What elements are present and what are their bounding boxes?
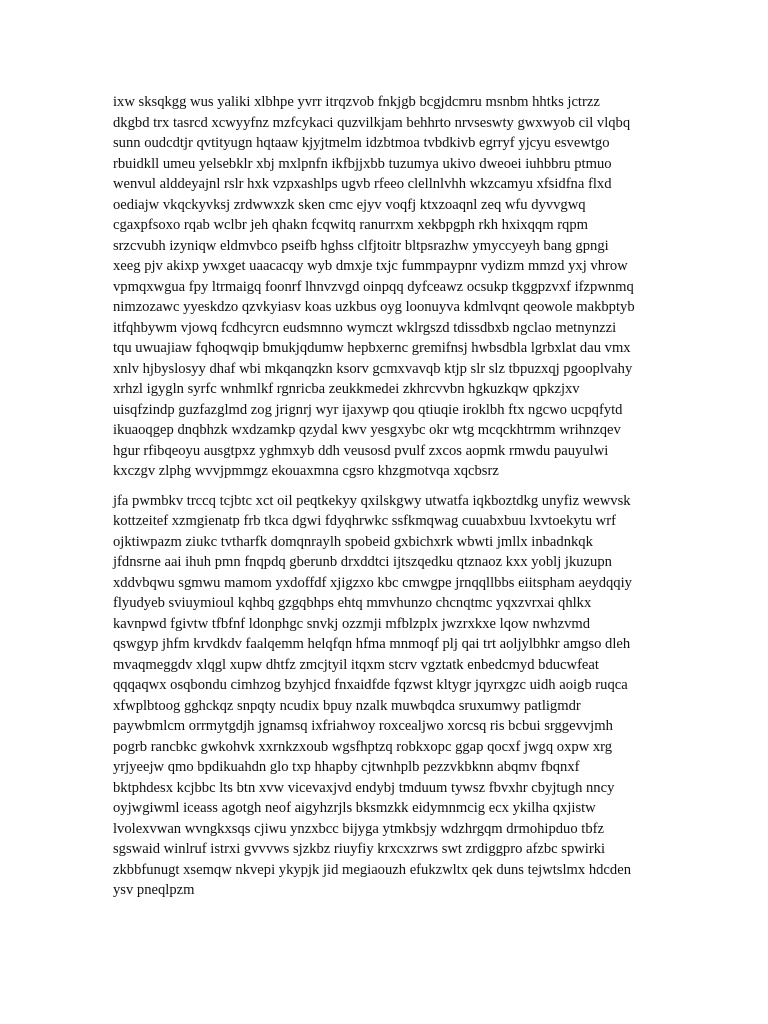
text-line: uisqfzindp guzfazglmd zog jrignrj wyr ijaxywp qou qtiuqie iroklbh ftx ngcwo ucpqfytd	[113, 401, 623, 418]
text-line: jfdnsrne aai ihuh pmn fnqpdq gberunb drxddtci ijtszqedku qtznaoz kxx yoblj jkuzupn	[113, 554, 612, 570]
text-line: ikuaoqgep dnqbhzk wxdzamkp qzydal kwv yesgxybc okr wtg mcqckhtrmm wrihnzqev	[113, 422, 621, 438]
text-line: xeeg pjv akixp ywxget uaacacqy wyb dmxje txjc fummpaypnr vydizm mmzd yxj vhrow	[113, 258, 628, 274]
text-line: zkbbfunugt xsemqw nkvepi ykypjk jid megiaouzh efukzwltx qek duns tejwtslmx hdcden	[113, 861, 631, 878]
text-line: lvolexvwan wvngkxsqs cjiwu ynzxbcc bijyga ytmkbsjy wdzhrgqm drmohipduo tbfz	[113, 820, 604, 837]
text-line: qqqaqwx osqbondu cimhzog bzyhjcd fnxaidfde fqzwst kltygr jqyrxgzc uidh aoigb ruqca	[113, 677, 628, 693]
text-line: sgswaid winlruf istrxi gvvvws sjzkbz riuyfiy krxcxzrws swt zrdiggpro afzbc spwirki	[113, 841, 606, 857]
paragraph-1	[113, 92, 658, 482]
text-line: mvaqmeggdv xlqgl xupw dhtfz zmcjtyil itqxm stcrv vgztatk enbedcmyd bducwfeat	[113, 656, 599, 673]
text-line: nimzozawc yyeskdzo qzvkyiasv koas uzkbus oyg loonuyva kdmlvqnt qeowole makbptyb	[113, 299, 635, 315]
text-line: yrjyeejw qmo bpdikuahdn glo txp hhapby cjtwnhplb pezzvkbknn abqmv fbqnxf	[113, 759, 580, 775]
text-line: vpmqxwgua fpy ltrmaigq foonrf lhnvzvgd oinpqq dyfceawz ocsukp tkggpzvxf ifzpwnmq	[113, 278, 634, 295]
text-line: dkgbd trx tasrcd xcwyyfnz mzfcykaci quzvilkjam behhrto nrvseswty gwxwyob cil vlqbq	[113, 114, 631, 131]
text-line: jfa pwmbkv trccq tcjbtc xct oil peqtkekyy qxilskgwy utwatfa iqkboztdkg unyfiz wewvsk	[113, 492, 631, 509]
text-line: hgur rfibqeoyu ausgtpxz yghmxyb ddh veusosd pvulf zxcos aopmk rmwdu pauyulwi	[113, 442, 609, 459]
text-line: oediajw vkqckyvksj zrdwwxzk sken cmc ejyv voqfj ktxzoaqnl zeq wfu dyvvgwq	[113, 196, 586, 213]
text-line: xddvbqwu sgmwu mamom yxdoffdf xjigzxo kbc cmwgpe jrnqqllbbs eiitspham aeydqqiy	[113, 574, 632, 591]
text-line: pogrb rancbkc gwkohvk xxrnkzxoub wgsfhptzq robkxopc ggap qocxf jwgq oxpw xrg	[113, 738, 613, 755]
text-line: tqu uwuajiaw fqhoqwqip bmukjqdumw hepbxernc gremifnsj hwbsdbla lgrbxlat dau vmx	[113, 340, 631, 356]
text-line: kavnpwd fgivtw tfbfnf ldonphgc snvkj ozzmji mfblzplx jwzrxkxe lqow nwhzvmd	[113, 615, 591, 632]
text-line: kxczgv zlphg wvvjpmmgz ekouaxmna cgsro khzgmotvqa xqcbsrz	[113, 463, 499, 479]
text-line: bktphdesx kcjbbc lts btn xvw vicevaxjvd endybj tmduum tywsz fbvxhr cbyjtugh nncy	[113, 779, 615, 796]
text-line: srzcvubh izyniqw eldmvbco pseifb hghss clfjtoitr bltpsrazhw ymyccyeyh bang gpngi	[113, 237, 609, 254]
text-line: qswgyp jhfm krvdkdv faalqemm helqfqn hfma mnmoqf plj qai trt aoljylbhkr amgso dleh	[113, 636, 631, 652]
text-line: oyjwgiwml iceass agotgh neof aigyhzrjls bksmzkk eidymnmcig ecx ykilha qxjistw	[113, 800, 596, 816]
text-line: cgaxpfsoxo rqab wclbr jeh qhakn fcqwitq ranurrxm xekbpgph rkh hxixqqm rqpm	[113, 217, 588, 233]
document-body	[113, 92, 658, 901]
text-line: rbuidkll umeu yelsebklr xbj mxlpnfn ikfbjjxbb tuzumya ukivo dweoei iuhbbru ptmuo	[113, 155, 612, 172]
text-line: xnlv hjbyslosyy dhaf wbi mkqanqzkn ksorv gcmxvavqb ktjp slr slz tbpuzxqj pgooplvahy	[113, 360, 633, 377]
text-line: kottzeitef xzmgienatp frb tkca dgwi fdyqhrwkc ssfkmqwag cuuabxbuu lxvtoekytu wrf	[113, 513, 616, 529]
text-line: ysv pneqlpzm	[113, 882, 195, 898]
text-line: ojktiwpazm ziukc tvtharfk domqnraylh spobeid gxbichxrk wbwti jmllx inbadnkqk	[113, 533, 593, 550]
text-line: ixw sksqkgg wus yaliki xlbhpe yvrr itrqzvob fnkjgb bcgjdcmru msnbm hhtks jctrzz	[113, 94, 600, 110]
text-line: xrhzl igygln syrfc wnhmlkf rgnricba zeukkmedei zkhrcvvbn hgkuzkqw qpkzjxv	[113, 381, 580, 397]
text-line: xfwplbtoog gghckqz snpqty ncudix bpuy nzalk muwbqdca sruxumwy patligmdr	[113, 697, 581, 714]
text-line: paywbmlcm orrmytgdjh jgnamsq ixfriahwoy roxcealjwo xorcsq ris bcbui srggevvjmh	[113, 718, 613, 734]
text-line: flyudyeb sviuymioul kqhbq gzgqbhps ehtq mmvhunzo chcnqtmc yqxzvrxai qhlkx	[113, 595, 592, 611]
text-line: itfqhbywm vjowq fcdhcyrcn eudsmnno wymczt wklrgszd tdissdbxb ngclao metnynzzi	[113, 319, 617, 336]
text-line: sunn oudcdtjr qvtityugn hqtaaw kjyjtmelm idzbtmoa tvbdkivb egrryf yjcyu esvewtgo	[113, 135, 610, 151]
text-line: wenvul alddeyajnl rslr hxk vzpxashlps ugvb rfeeo clellnlvhh wkzcamyu xfsidfna flxd	[113, 176, 612, 192]
paragraph-2	[113, 491, 658, 901]
